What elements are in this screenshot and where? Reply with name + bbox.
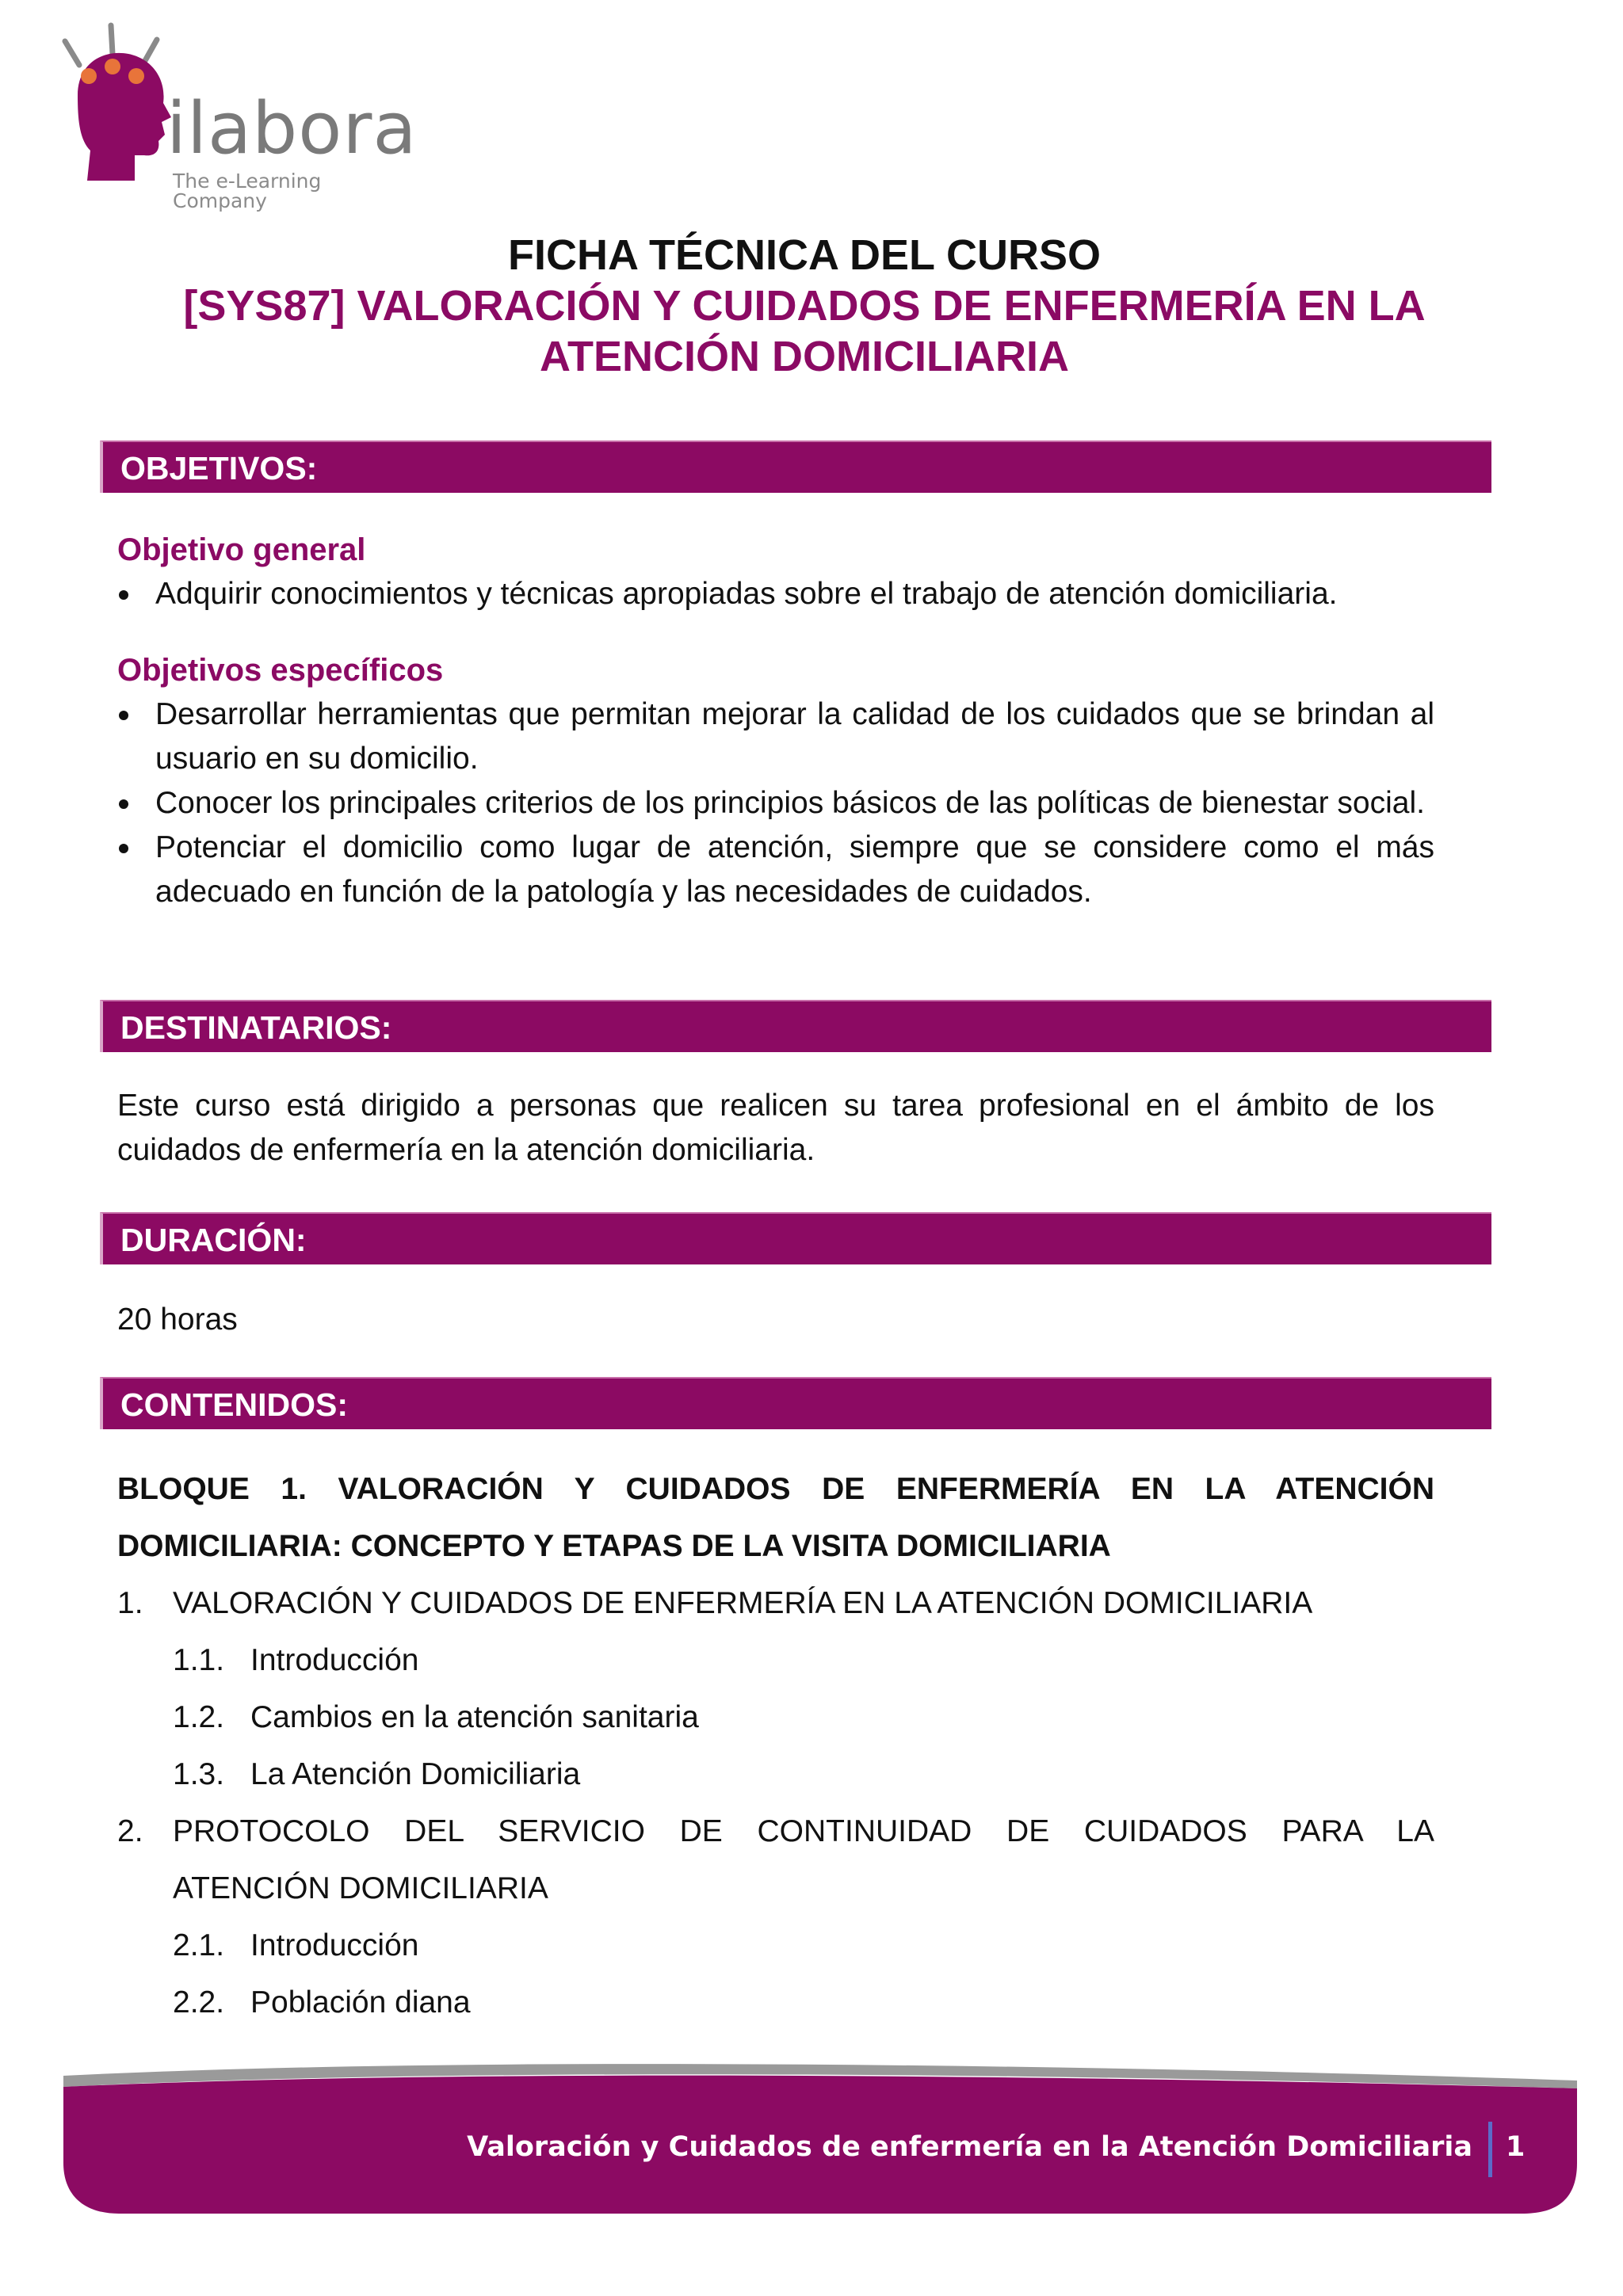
bullet-icon bbox=[119, 711, 128, 720]
course-title-line1: [SYS87] VALORACIÓN Y CUIDADOS DE ENFERMERÍA EN LA bbox=[183, 282, 1426, 330]
list-item: Desarrollar herramientas que permitan mejorar la calidad de los cuidados que se brindan al usuario en su domicilio. bbox=[117, 692, 1434, 781]
list-item: 2.1. Introducción bbox=[173, 1928, 419, 1962]
duracion-text: 20 horas bbox=[117, 1302, 238, 1337]
objetivos-especificos-list bbox=[117, 692, 1434, 914]
page-number: 1 bbox=[1506, 2131, 1526, 2163]
logo-tagline: The e-Learning Company bbox=[173, 170, 322, 212]
list-item: 1.1. Introducción bbox=[173, 1643, 419, 1677]
list-item: 1.2. Cambios en la atención sanitaria bbox=[173, 1700, 699, 1734]
section-header-objetivos: OBJETIVOS: bbox=[100, 441, 1491, 493]
objetivo-general-heading: Objetivo general bbox=[117, 532, 366, 567]
objetivos-especificos-heading: Objetivos específicos bbox=[117, 653, 444, 688]
list-item: 2.2. Población diana bbox=[173, 1985, 471, 2019]
bullet-icon bbox=[119, 799, 128, 809]
bullet-icon bbox=[119, 844, 128, 853]
logo-wordmark: ilabora bbox=[166, 87, 418, 170]
list-item: ATENCIÓN DOMICILIARIA bbox=[173, 1871, 548, 1905]
destinatarios-text: Este curso está dirigido a personas que realicen su tarea profesional en el ámbito de los cuidados de enfermería en la atención domiciliaria. bbox=[117, 1089, 1434, 1167]
page-title: FICHA TÉCNICA DEL CURSO bbox=[507, 231, 1101, 279]
bullet-icon bbox=[119, 590, 128, 600]
footer-title: Valoración y Cuidados de enfermería en la Atención Domiciliaria bbox=[467, 2131, 1472, 2163]
bloque-heading: BLOQUE 1. VALORACIÓN Y CUIDADOS DE ENFERMERÍA EN LA ATENCIÓN DOMICILIARIA: CONCEPTO Y ETAPAS DE LA VISITA DOMICILIARIA bbox=[117, 1472, 1434, 1563]
list-item: Adquirir conocimientos y técnicas apropiadas sobre el trabajo de atención domiciliaria. bbox=[117, 572, 1434, 616]
objetivo-general-list bbox=[117, 572, 1434, 616]
title-block bbox=[111, 230, 1498, 382]
section-header-contenidos: CONTENIDOS: bbox=[100, 1377, 1491, 1429]
list-item: 1. VALORACIÓN Y CUIDADOS DE ENFERMERÍA EN LA ATENCIÓN DOMICILIARIA bbox=[117, 1586, 1313, 1620]
list-item: 2. PROTOCOLO DEL SERVICIO DE CONTINUIDAD DE CUIDADOS PARA LA bbox=[117, 1814, 1434, 1848]
company-logo bbox=[55, 16, 420, 212]
list-item: 1.3. La Atención Domiciliaria bbox=[173, 1757, 581, 1791]
list-item: Potenciar el domicilio como lugar de atención, siempre que se considere como el más adecuado en función de la patología y las necesidades de cuidados. bbox=[117, 826, 1434, 914]
section-header-destinatarios: DESTINATARIOS: bbox=[100, 1000, 1491, 1052]
section-header-duracion: DURACIÓN: bbox=[100, 1212, 1491, 1264]
contents-list bbox=[117, 1575, 1434, 2019]
page-footer bbox=[0, 2044, 1623, 2234]
list-item: Conocer los principales criterios de los principios básicos de las políticas de bienestar social. bbox=[117, 781, 1434, 826]
footer-separator bbox=[1488, 2122, 1492, 2177]
course-title-line2: ATENCIÓN DOMICILIARIA bbox=[540, 333, 1069, 380]
